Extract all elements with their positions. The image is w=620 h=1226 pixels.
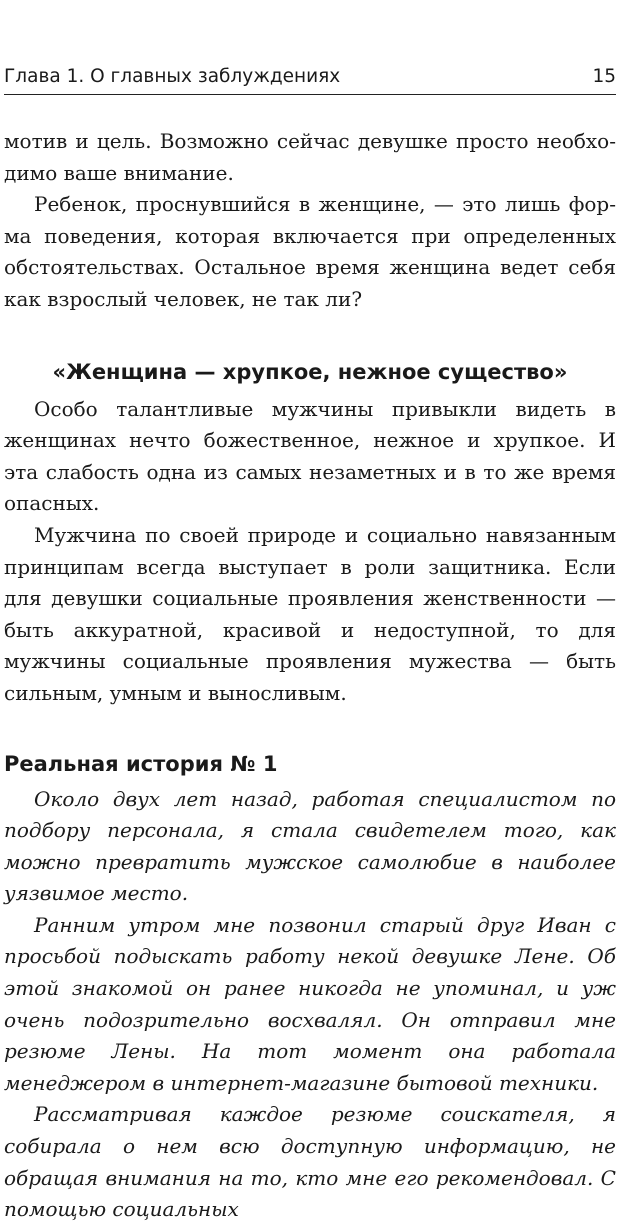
story-paragraph: Около двух лет назад, работая специалистом по подбору персонала, я стала свидетелем того, как можно превратить мужское самолюбие в наиболее уязвимое место. <box>4 786 616 906</box>
paragraph: Мужчина по своей природе и социально навязанным принципам всегда выступает в роли защитника. Если для девушки социальные проявления женственности — быть аккуратной, красивой и недоступной, то для мужчины социальные проявления мужества — быть сильным, умным и выносливым. <box>4 522 616 705</box>
paragraph: Ребенок, проснувшийся в женщине, — это лишь форма поведения, которая включается при определенных обстоятельствах. Остальное время женщина ведет себя как взрослый человек, не так ли? <box>4 192 616 311</box>
story-paragraph: Ранним утром мне позвонил старый друг Иван с просьбой подыскать работу некой девушке Лене. Об этой знакомой он ранее никогда не упоминал, и уж очень подозрительно восхвалял. Он отправил мне резюме Лены. На тот момент она работала менеджером в интернет-магазине бытовой техники. <box>4 912 616 1095</box>
section-heading: «Женщина — хрупкое, нежное существо» <box>52 359 568 384</box>
story-heading: Реальная история № 1 <box>4 751 278 776</box>
main-text <box>4 126 616 1226</box>
story-paragraph: Рассматривая каждое резюме соискателя, я собирала о нем всю доступную информацию, не обращая внимания на то, кто мне его рекомендовал. С помощью социальных <box>4 1102 616 1222</box>
paragraph: Особо талантливые мужчины привыкли видеть в женщинах нечто божественное, нежное и хрупкое. И эта слабость одна из самых незаметных и в то же время опасных. <box>4 396 616 516</box>
story-text <box>4 784 616 1226</box>
chapter-title: Глава 1. О главных заблуждениях <box>4 66 341 87</box>
page-number: 15 <box>592 66 616 87</box>
running-header <box>4 64 616 95</box>
paragraph: мотив и цель. Возможно сейчас девушке просто необходимо ваше внимание. <box>4 129 616 185</box>
